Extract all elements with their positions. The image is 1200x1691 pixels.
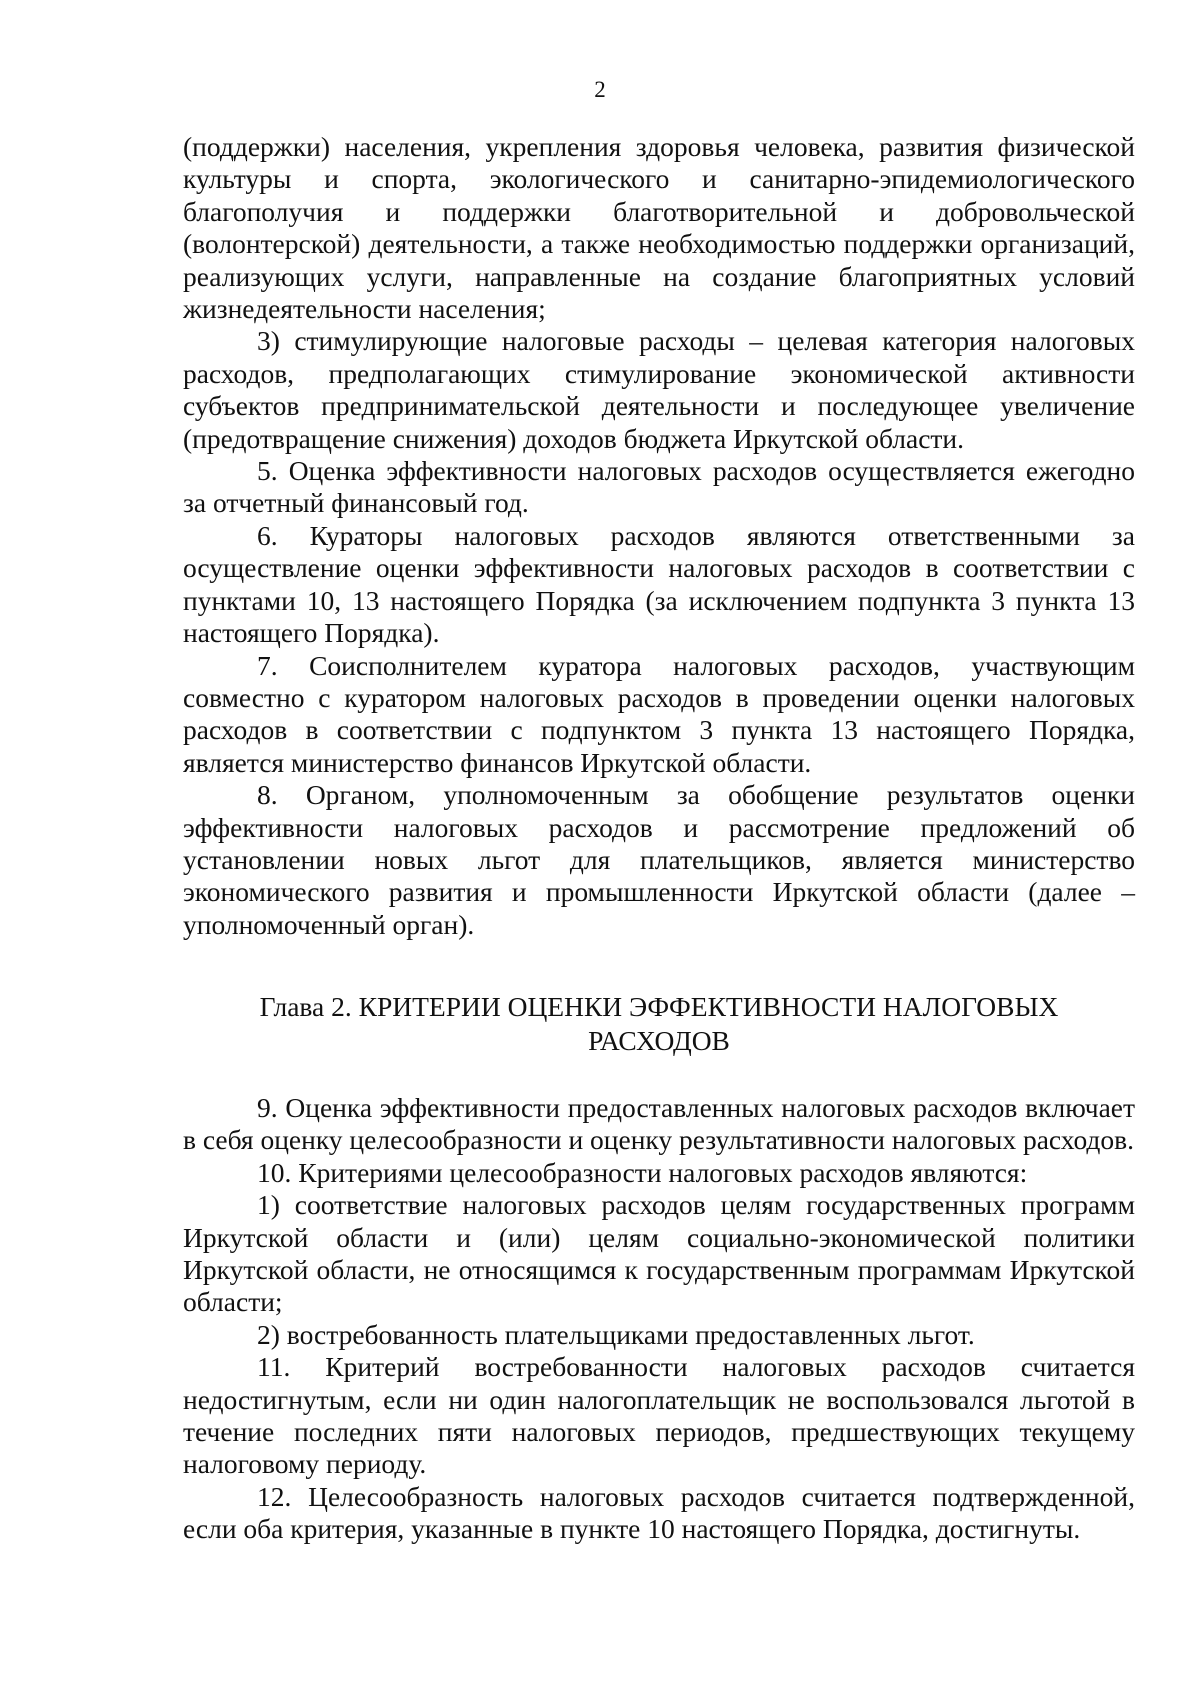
chapter-title-line-2: РАСХОДОВ — [588, 1025, 730, 1056]
paragraph-subitem-3: 3) стимулирующие налоговые расходы – целевая категория налоговых расходов, предполагающих стимулирование экономической активности субъектов предпринимательской деятельности и последующее увеличение (предотвращение снижения) доходов бюджета Иркутской области. — [183, 325, 1135, 454]
paragraph-item-12: 12. Целесообразность налоговых расходов считается подтвержденной, если оба критерия, указанные в пункте 10 настоящего Порядка, достигнуты. — [183, 1480, 1135, 1545]
paragraph-continuation: (поддержки) населения, укрепления здоровья человека, развития физической культуры и спорта, экологического и санитарно-эпидемиологического благополучия и поддержки благотворительной и добровольческой (волонтерской) деятельности, а также необходимостью поддержки организаций, реализующих услуги, направленные на создание благоприятных условий жизнедеятельности населения; — [183, 131, 1135, 325]
paragraph-item-10: 10. Критериями целесообразности налоговых расходов являются: — [257, 1156, 1028, 1188]
paragraph-subitem-1: 1) соответствие налоговых расходов целям государственных программ Иркутской области и (или) целям социально-экономической политики Иркутской области, не относящимся к государственным программам Иркутской области; — [183, 1189, 1135, 1318]
paragraph-item-7: 7. Соисполнителем куратора налоговых расходов, участвующим совместно с куратором налоговых расходов в проведении оценки налоговых расходов в соответствии с подпунктом 3 пункта 13 настоящего Порядка, является министерство финансов Иркутской области. — [183, 649, 1135, 778]
page-number: 2 — [594, 77, 606, 102]
chapter-title-line-1: Глава 2. КРИТЕРИИ ОЦЕНКИ ЭФФЕКТИВНОСТИ НАЛОГОВЫХ — [259, 991, 1059, 1022]
paragraph-subitem-2: 2) востребованность плательщиками предоставленных льгот. — [257, 1318, 975, 1350]
paragraph-item-5: 5. Оценка эффективности налоговых расходов осуществляется ежегодно за отчетный финансовый год. — [183, 455, 1135, 519]
top-text-block — [183, 131, 1135, 941]
paragraph-item-9: 9. Оценка эффективности предоставленных налоговых расходов включает в себя оценку целесообразности и оценку результативности налоговых расходов. — [183, 1092, 1135, 1156]
bottom-text-block — [183, 1092, 1135, 1546]
chapter-title — [183, 990, 1135, 1058]
paragraph-item-6: 6. Кураторы налоговых расходов являются ответственными за осуществление оценки эффективности налоговых расходов в соответствии с пунктами 10, 13 настоящего Порядка (за исключением подпункта 3 пункта 13 настоящего Порядка). — [183, 519, 1135, 649]
paragraph-item-11: 11. Критерий востребованности налоговых расходов считается недостигнутым, если ни один налогоплательщик не воспользовался льготой в течение последних пяти налоговых периодов, предшествующих текущему налоговому периоду. — [183, 1351, 1135, 1480]
paragraph-item-8: 8. Органом, уполномоченным за обобщение результатов оценки эффективности налоговых расходов и рассмотрение предложений об установлении новых льгот для плательщиков, является министерство экономического развития и промышленности Иркутской области (далее – уполномоченный орган). — [183, 779, 1135, 940]
